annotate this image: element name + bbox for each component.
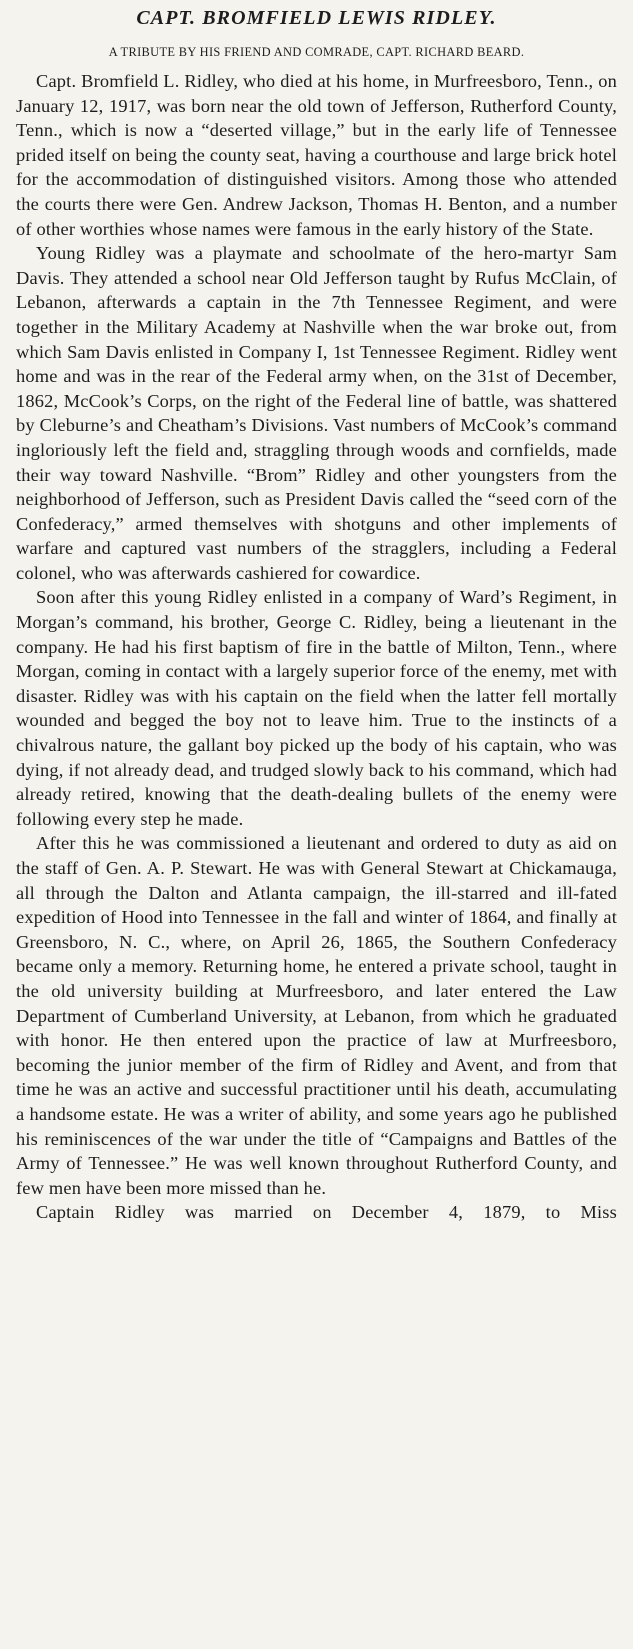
paragraph-3: Soon after this young Ridley enlisted in a company of Ward’s Regiment, in Morgan’s command, his brother, George C. Ridley, being a lieutenant in the company. He had his first baptism of fire in the battle of Milton, Tenn., where Morgan, coming in contact with a largely superior force of the enemy, met with disaster. Ridley was with his captain on the field when the latter fell mortally wounded and begged the boy not to leave him. True to the instincts of a chivalrous nature, the gallant boy picked up the body of his captain, who was dying, if not already dead, and trudged slowly back to his command, which had already retired, knowing that the death-dealing bullets of the enemy were following every step he made. [16,587,617,829]
paragraph-5: Captain Ridley was married on December 4, 1879, to Miss [36,1202,617,1223]
article-title: CAPT. BROMFIELD LEWIS RIDLEY. [136,7,497,29]
article-body [16,69,617,1225]
article-subtitle: A TRIBUTE BY HIS FRIEND AND COMRADE, CAPT. RICHARD BEARD. [108,45,525,59]
paragraph-2: Young Ridley was a playmate and schoolmate of the hero-martyr Sam Davis. They attended a school near Old Jefferson taught by Rufus McClain, of Lebanon, afterwards a captain in the 7th Tennessee Regiment, and were together in the Military Academy at Nashville when the war broke out, from which Sam Davis enlisted in Company I, 1st Tennessee Regiment. Ridley went home and was in the rear of the Federal army when, on the 31st of December, 1862, McCook’s Corps, on the right of the Federal line of battle, was shattered by Cleburne’s and Cheatham’s Divisions. Vast numbers of McCook’s command ingloriously left the field and, straggling through woods and cornfields, made their way toward Nashville. “Brom” Ridley and other youngsters from the neighborhood of Jefferson, such as President Davis called the “seed corn of the Confederacy,” armed themselves with shotguns and other implements of warfare and captured vast numbers of the stragglers, including a Federal colonel, who was afterwards cashiered for cowardice. [16,243,617,583]
paragraph-1: Capt. Bromfield L. Ridley, who died at his home, in Murfreesboro, Tenn., on January 12, 1917, was born near the old town of Jefferson, Rutherford County, Tenn., which is now a “deserted village,” but in the early life of Tennessee prided itself on being the county seat, having a courthouse and large brick hotel for the accommodation of distinguished visitors. Among those who attended the courts there were Gen. Andrew Jackson, Thomas H. Benton, and a number of other worthies whose names were famous in the early history of the State. [16,71,617,239]
paragraph-4: After this he was commissioned a lieutenant and ordered to duty as aid on the staff of Gen. A. P. Stewart. He was with General Stewart at Chickamauga, all through the Dalton and Atlanta campaign, the ill-starred and ill-fated expedition of Hood into Tennessee in the fall and winter of 1864, and finally at Greensboro, N. C., where, on April 26, 1865, the Southern Confederacy became only a memory. Returning home, he entered a private school, taught in the old university building at Murfreesboro, and later entered the Law Department of Cumberland University, at Lebanon, from which he graduated with honor. He then entered upon the practice of law at Murfreesboro, becoming the junior member of the firm of Ridley and Avent, and from that time he was an active and successful practitioner until his death, accumulating a handsome estate. He was a writer of ability, and some years ago he published his reminiscences of the war under the title of “Campaigns and Battles of the Army of Tennessee.” He was well known throughout Rutherford County, and few men have been more missed than he. [16,833,617,1198]
